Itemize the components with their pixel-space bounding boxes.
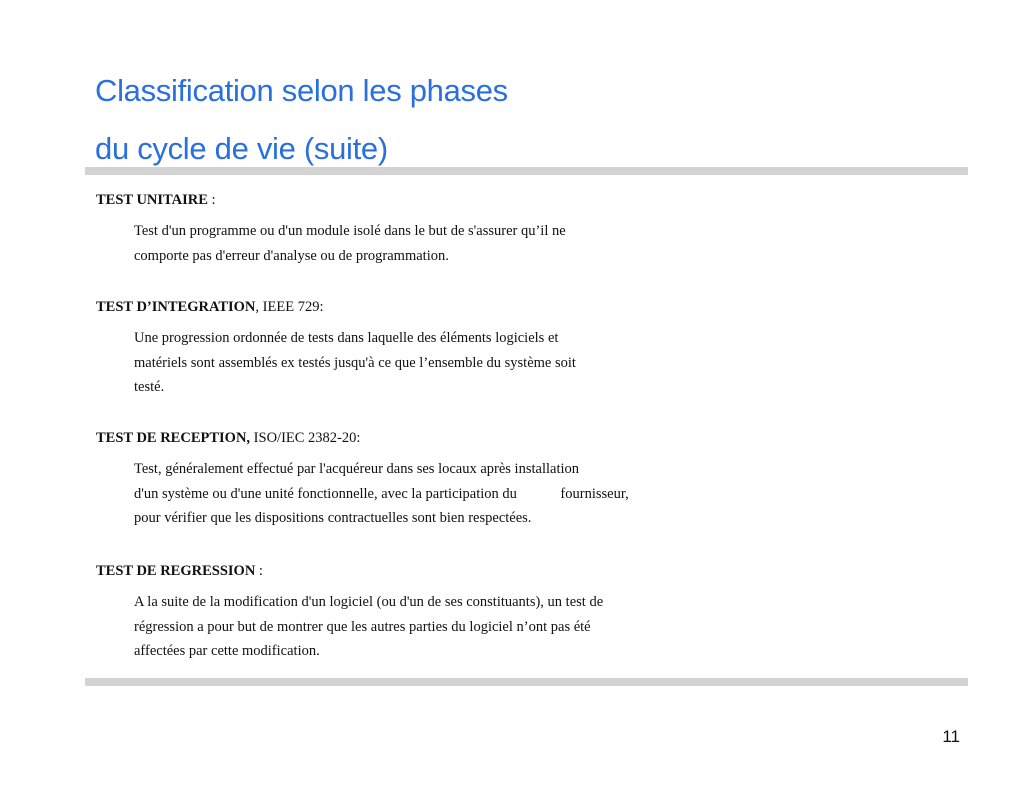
section-heading [96,297,736,317]
section-test-unitaire [96,190,736,268]
slide-title-line-1: Classification selon les phases [95,73,508,108]
section-body [134,457,736,531]
section-heading-rest: : [255,563,263,579]
section-heading-rest: ISO/IEC 2382-20: [250,430,361,446]
body-line: Une progression ordonnée de tests dans laquelle des éléments logiciels et [134,330,559,346]
body-line: régression a pour but de montrer que les autres parties du logiciel n’ont pas été [134,618,591,635]
section-heading-bold: TEST DE REGRESSION [96,563,256,579]
top-divider [85,167,968,175]
section-heading-bold: TEST DE RECEPTION, [96,430,251,446]
body-line: matériels sont assemblés ex testés jusqu'à ce que l’ensemble du système soit [134,354,576,371]
section-test-integration [96,297,736,400]
section-heading [96,561,736,581]
section-heading-bold: TEST D’INTEGRATION [96,299,256,315]
body-line: affectées par cette modification. [134,643,320,659]
body-line: Test d'un programme ou d'un module isolé dans le but de s'assurer qu’il ne [134,223,566,239]
body-line: comporte pas d'erreur d'analyse ou de programmation. [134,247,449,264]
page-number: 11 [942,727,960,746]
section-body [134,326,736,400]
body-line: Test, généralement effectué par l'acquéreur dans ses locaux après installation [134,461,579,477]
section-heading-rest: : [207,192,216,208]
section-heading [96,428,736,448]
body-line: pour vérifier que les dispositions contractuelles sont bien respectées. [134,510,532,526]
section-test-regression [96,561,736,664]
body-line: d'un système ou d'une unité fonctionnelle, avec la participation du fournisseur, [134,485,629,502]
section-body [134,590,736,664]
slide-title-line-2: du cycle de vie (suite) [95,131,388,166]
body-line: testé. [134,379,165,395]
slide-title [95,62,508,178]
section-body [134,219,736,268]
body-line: A la suite de la modification d'un logiciel (ou d'un de ses constituants), un test de [134,594,604,610]
section-test-reception [96,428,736,531]
section-heading-rest: , IEEE 729: [255,299,324,315]
section-heading-bold: TEST UNITAIRE [96,192,208,208]
section-heading [96,190,736,210]
bottom-divider [85,678,968,686]
